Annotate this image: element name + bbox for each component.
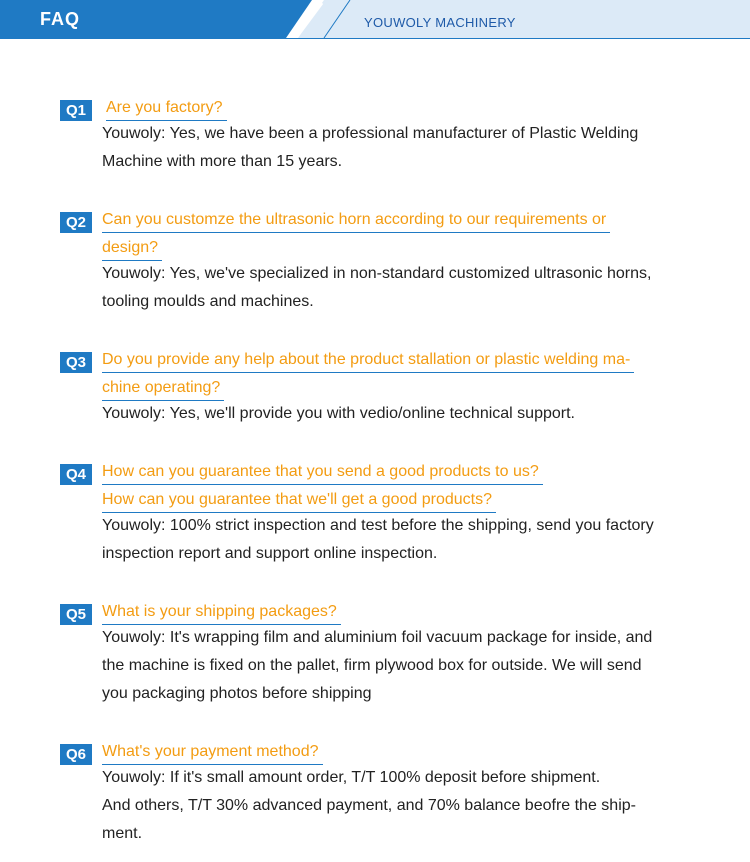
answer-row	[60, 790, 700, 818]
answer-row	[60, 650, 700, 678]
answer-text: the machine is fixed on the pallet, firm plywood box for outside. We will send	[102, 657, 642, 674]
answer-row	[60, 818, 700, 846]
faq-item-6	[60, 734, 700, 846]
question-text: Do you provide any help about the product stallation or plastic welding ma-	[102, 348, 634, 373]
answer-text: Youwoly: It's wrapping film and aluminium foil vacuum package for inside, and	[102, 629, 653, 646]
question-row	[60, 594, 700, 622]
answer-row	[60, 510, 700, 538]
answer-row	[60, 258, 700, 286]
question-text: How can you guarantee that we'll get a good products?	[102, 488, 496, 513]
question-row-continued	[60, 370, 700, 398]
answer-text: Youwoly: 100% strict inspection and test before the shipping, send you factory	[102, 517, 654, 534]
answer-row	[60, 762, 700, 790]
answer-row	[60, 286, 700, 314]
faq-item-1	[60, 90, 700, 174]
answer-row	[60, 118, 700, 146]
faq-item-3	[60, 342, 700, 426]
answer-row	[60, 146, 700, 174]
faq-item-4	[60, 454, 700, 566]
question-row-continued	[60, 482, 700, 510]
question-text: What's your payment method?	[102, 740, 323, 765]
faq-header	[0, 0, 750, 40]
question-row	[60, 90, 700, 118]
faq-item-5	[60, 594, 700, 706]
question-badge: Q3	[60, 352, 92, 373]
answer-row	[60, 398, 700, 426]
question-badge: Q4	[60, 464, 92, 485]
answer-text: Machine with more than 15 years.	[102, 153, 343, 170]
brand-name: YOUWOLY MACHINERY	[364, 15, 516, 30]
faq-item-2	[60, 202, 700, 314]
answer-text: Youwoly: If it's small amount order, T/T 100% deposit before shipment.	[102, 769, 601, 786]
answer-text: inspection report and support online inspection.	[102, 545, 438, 562]
answer-text: ment.	[102, 825, 143, 842]
question-row	[60, 342, 700, 370]
question-text: design?	[102, 236, 162, 261]
question-text: What is your shipping packages?	[102, 600, 341, 625]
question-row	[60, 202, 700, 230]
question-badge: Q1	[60, 100, 92, 121]
question-text: Are you factory?	[106, 96, 227, 121]
question-row	[60, 734, 700, 762]
answer-text: you packaging photos before shipping	[102, 685, 372, 702]
answer-text: tooling moulds and machines.	[102, 293, 314, 310]
question-text: How can you guarantee that you send a good products to us?	[102, 460, 543, 485]
question-text: Can you customze the ultrasonic horn according to our requirements or	[102, 208, 610, 233]
question-badge: Q2	[60, 212, 92, 233]
answer-row	[60, 538, 700, 566]
answer-text: Youwoly: Yes, we have been a professional manufacturer of Plastic Welding	[102, 125, 639, 142]
question-text: chine operating?	[102, 376, 224, 401]
answer-text: Youwoly: Yes, we've specialized in non-standard customized ultrasonic horns,	[102, 265, 652, 282]
section-title: FAQ	[40, 9, 81, 29]
question-row-continued	[60, 230, 700, 258]
answer-row	[60, 622, 700, 650]
answer-text: And others, T/T 30% advanced payment, and 70% balance beofre the ship-	[102, 797, 636, 814]
question-badge: Q6	[60, 744, 92, 765]
question-row	[60, 454, 700, 482]
question-badge: Q5	[60, 604, 92, 625]
answer-row	[60, 678, 700, 706]
answer-text: Youwoly: Yes, we'll provide you with vedio/online technical support.	[102, 405, 575, 422]
